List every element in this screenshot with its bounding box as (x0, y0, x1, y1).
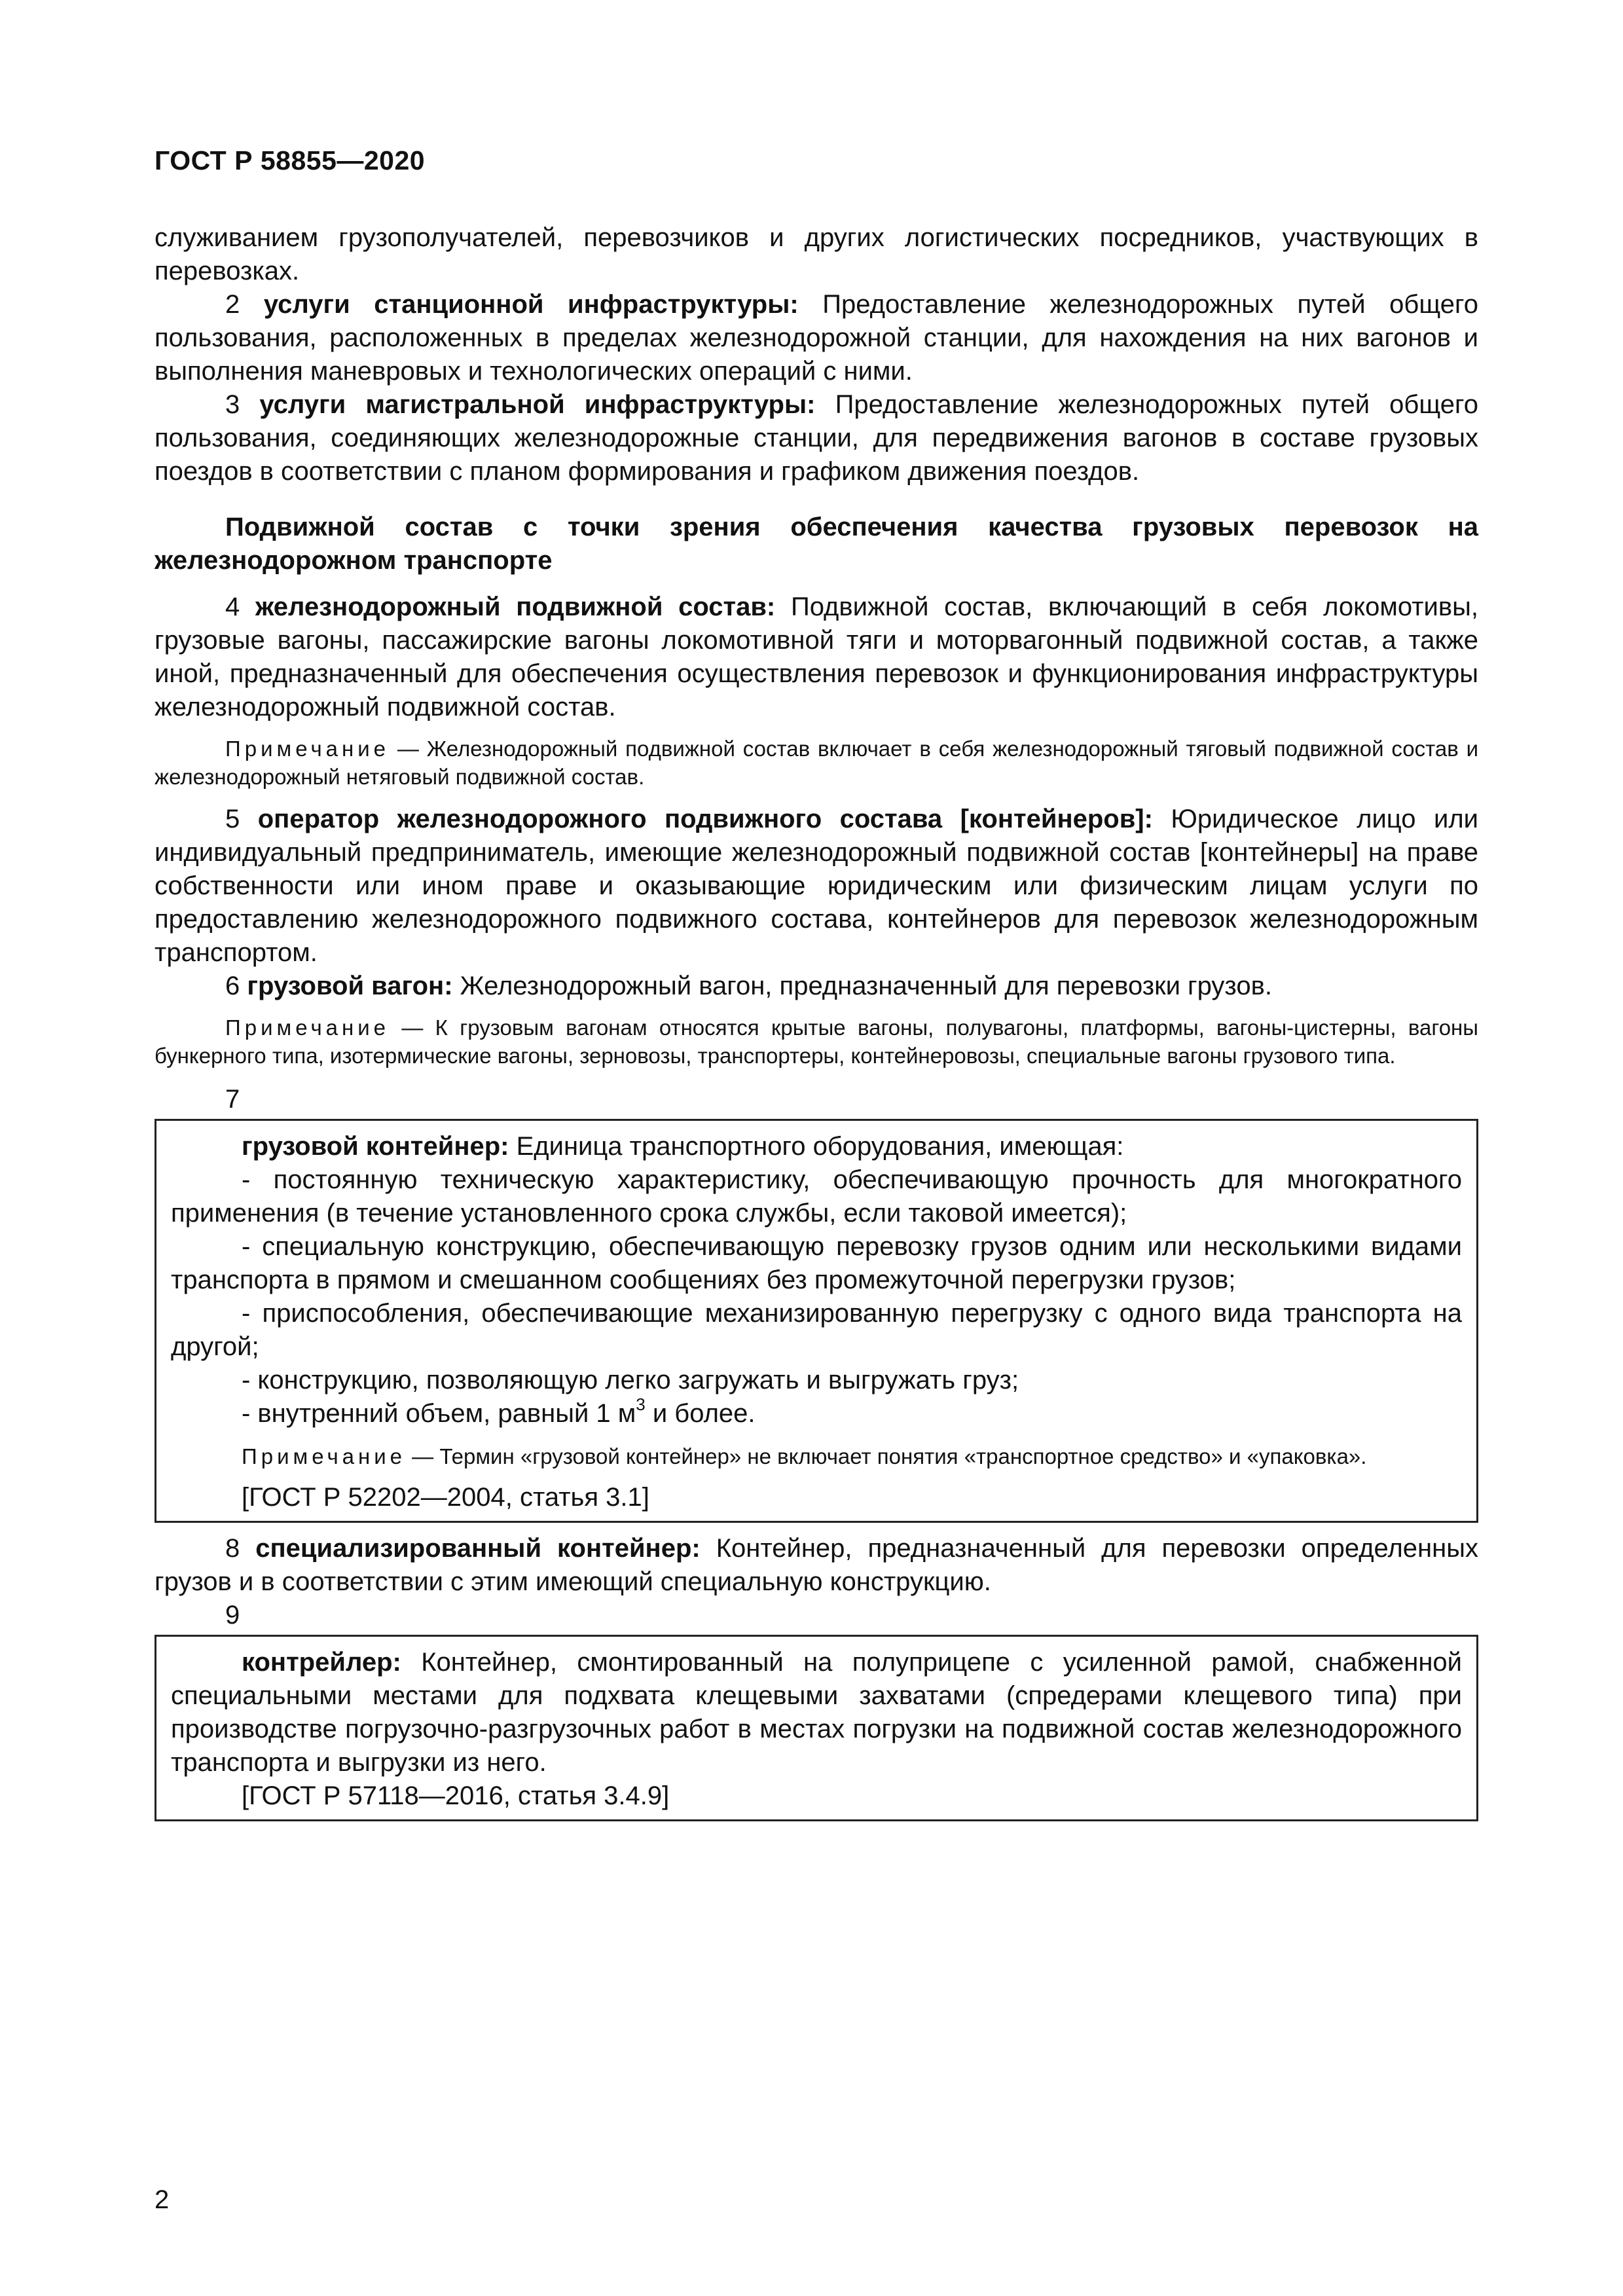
term-4-name: железнодорожный подвижной состав: (255, 592, 776, 621)
term-7-definition: Единица транспортного оборудования, имеющая: (509, 1132, 1124, 1161)
term-7 (171, 1130, 1462, 1163)
term-7-note (171, 1442, 1462, 1470)
term-8-name: специализированный контейнер: (255, 1534, 701, 1563)
document-header: ГОСТ Р 58855—2020 (155, 145, 426, 175)
list-item-text-end: и более. (645, 1399, 756, 1428)
term-4 (155, 591, 1478, 724)
document-body (155, 221, 1478, 1825)
page-number: 2 (155, 2185, 170, 2214)
list-item: - приспособления, обеспечивающие механизированную перегрузку с одного вида транспорта на другой; (171, 1299, 1462, 1361)
term-2-definition: Предоставление железнодорожных путей общего пользования, расположенных в пределах железнодорожной станции, для нахождения на них вагонов и выполнения маневровых и технологических операций с ними. (155, 290, 1478, 386)
note-text: — Термин «грузовой контейнер» не включает понятия «транспортное средство» и «упаковка». (406, 1444, 1367, 1468)
note-label: Примечание (242, 1444, 407, 1468)
term-7-number: 7 (225, 1085, 240, 1114)
term-9-number: 9 (225, 1601, 240, 1630)
term-4-number: 4 (225, 592, 240, 621)
term-7-name: грузовой контейнер: (242, 1132, 509, 1161)
term-3 (155, 388, 1478, 488)
term-6 (155, 970, 1478, 1003)
term-8-number: 8 (225, 1534, 240, 1563)
intro-continuation: служиванием грузополучателей, перевозчиков и других логистических посредников, участвующих в перевозках. (155, 223, 1478, 285)
term-9-box (155, 1635, 1478, 1821)
section-title: Подвижной состав с точки зрения обеспечения качества грузовых перевозок на железнодорожном транспорте (155, 513, 1478, 575)
term-5-name: оператор железнодорожного подвижного состава [контейнеров]: (257, 805, 1153, 833)
term-9-source: [ГОСТ Р 57118—2016, статья 3.4.9] (242, 1781, 670, 1810)
term-6-name: грузовой вагон: (247, 972, 453, 1000)
term-3-name: услуги магистральной инфраструктуры: (259, 390, 816, 419)
list-item: - конструкцию, позволяющую легко загружать и выгружать груз; (242, 1366, 1019, 1394)
list-item-text: - внутренний объем, равный 1 м (242, 1399, 636, 1428)
term-5 (155, 803, 1478, 970)
term-9 (171, 1646, 1462, 1779)
list-item (171, 1394, 1462, 1430)
term-3-number: 3 (225, 390, 240, 419)
term-5-definition: Юридическое лицо или индивидуальный предприниматель, имеющие железнодорожный подвижной состав [контейнеры] на праве собственности или ином праве и оказывающие юридическим или физическим лицам услуги по предоставлению железнодорожного подвижного состава, контейнеров для перевозок железнодорожным транспортом. (155, 805, 1478, 967)
term-8-definition: Контейнер, предназначенный для перевозки определенных грузов и в соответствии с этим имеющий специальную конструкцию. (155, 1534, 1478, 1596)
term-9-name: контрейлер: (242, 1648, 401, 1677)
list-item: - постоянную техническую характеристику, обеспечивающую прочность для многократного применения (в течение установленного срока службы, если таковой имеется); (171, 1165, 1462, 1228)
term-9-definition: Контейнер, смонтированный на полуприцепе с усиленной рамой, снабженной специальными местами для подхвата клещевыми захватами (спредерами клещевого типа) при производстве погрузочно-разгрузочных работ в местах погрузки на подвижной состав железнодорожного транспорта и выгрузки из него. (171, 1648, 1462, 1777)
term-4-definition: Подвижной состав, включающий в себя локомотивы, грузовые вагоны, пассажирские вагоны локомотивной тяги и моторвагонный подвижной состав, а также иной, предназначенный для обеспечения осуществления перевозок и функционирования инфраструктуры железнодорожный подвижной состав. (155, 592, 1478, 721)
note-label: Примечание (225, 1015, 390, 1040)
list-item: - специальную конструкцию, обеспечивающую перевозку грузов одним или несколькими видами транспорта в прямом и смешанном сообщениях без промежуточной перегрузки грузов; (171, 1232, 1462, 1294)
term-6-definition: Железнодорожный вагон, предназначенный для перевозки грузов. (452, 972, 1272, 1000)
term-7-source: [ГОСТ Р 52202—2004, статья 3.1] (242, 1483, 649, 1512)
term-3-definition: Предоставление железнодорожных путей общего пользования, соединяющих железнодорожные станции, для передвижения вагонов в составе грузовых поездов в соответствии с планом формирования и графиком движения поездов. (155, 390, 1478, 486)
note-text: — Железнодорожный подвижной состав включает в себя железнодорожный тяговый подвижной состав и железнодорожный нетяговый подвижной состав. (155, 737, 1478, 789)
note-label: Примечание (225, 737, 390, 761)
term-6-number: 6 (225, 972, 240, 1000)
term-8 (155, 1532, 1478, 1599)
term-4-note (155, 735, 1478, 791)
term-7-box (155, 1119, 1478, 1523)
term-2 (155, 288, 1478, 388)
superscript: 3 (636, 1394, 646, 1414)
term-2-number: 2 (225, 290, 240, 319)
note-text: — К грузовым вагонам относятся крытые вагоны, полувагоны, платформы, вагоны-цистерны, вагоны бункерного типа, изотермические вагоны, зерновозы, транспортеры, контейнеровозы, специальные вагоны грузового типа. (155, 1015, 1478, 1068)
term-5-number: 5 (225, 805, 240, 833)
term-2-name: услуги станционной инфраструктуры: (263, 290, 799, 319)
term-6-note (155, 1013, 1478, 1070)
